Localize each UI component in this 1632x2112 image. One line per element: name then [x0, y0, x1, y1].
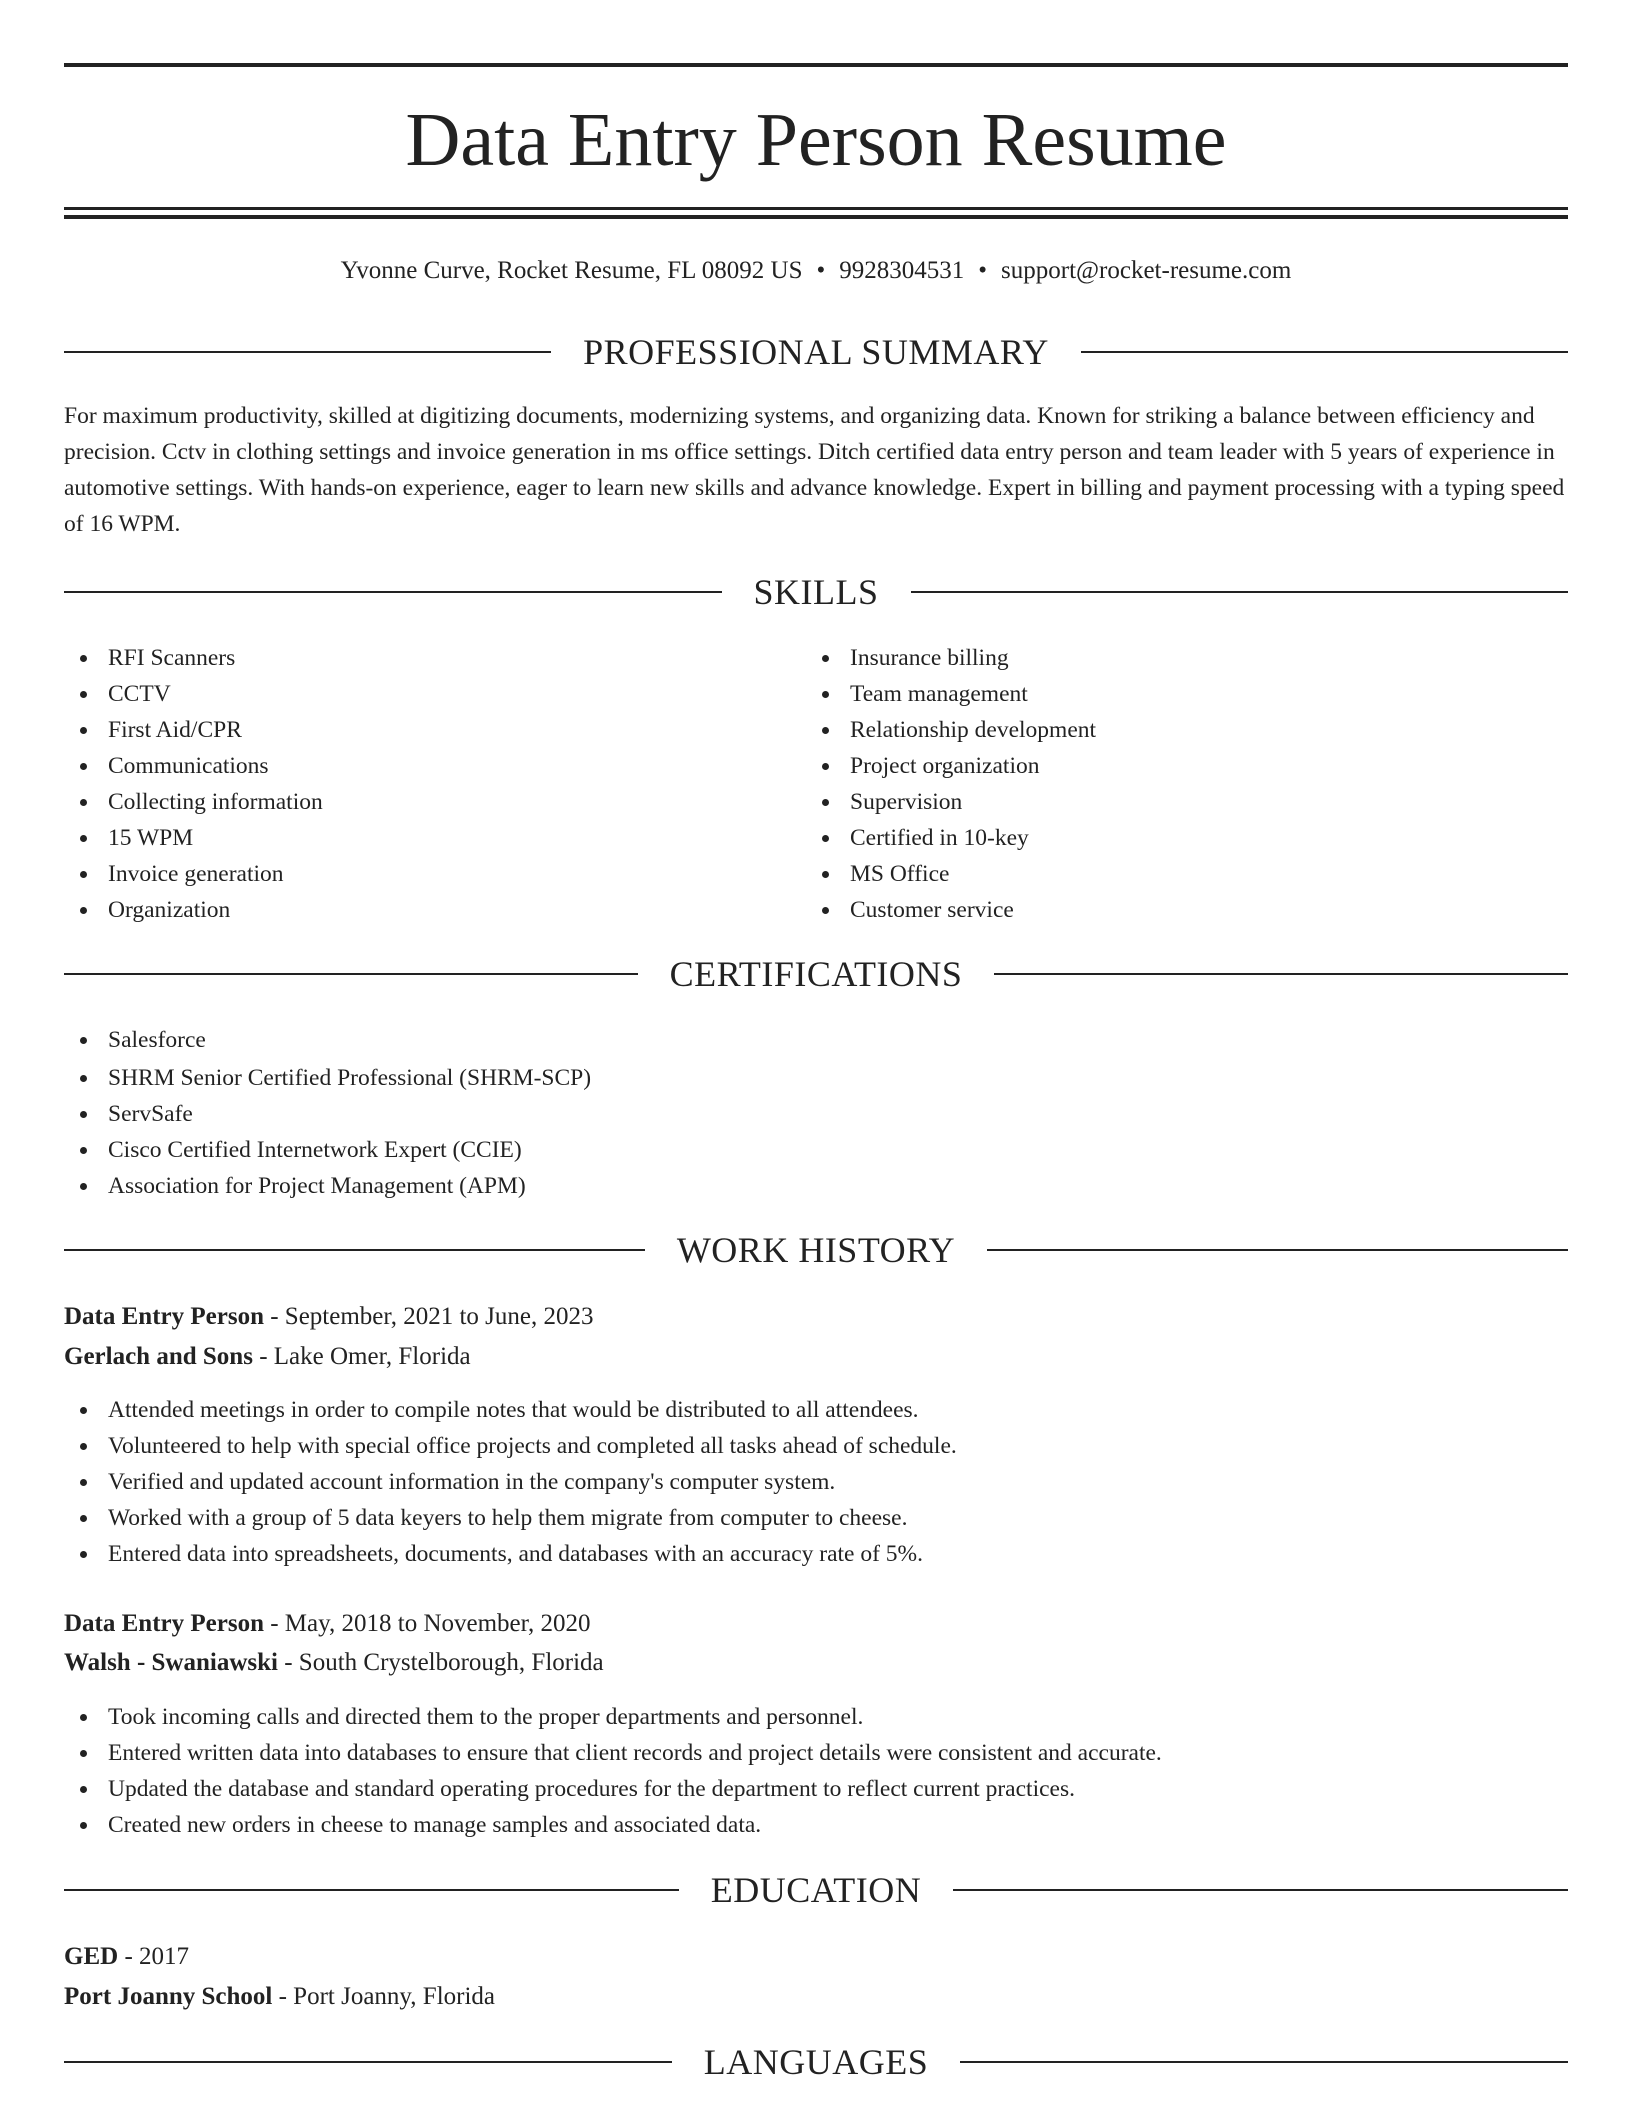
skill-item: Customer service: [806, 892, 1546, 928]
job-duty-item: Updated the database and standard operating procedures for the department to reflect current practices.: [64, 1771, 1568, 1807]
job-duty-item: Volunteered to help with special office projects and completed all tasks ahead of schedule.: [64, 1428, 1568, 1464]
job-duties-list: [64, 1392, 1568, 1572]
education-heading-label: EDUCATION: [710, 1870, 922, 1910]
job-duty-item: Verified and updated account information in the company's computer system.: [64, 1464, 1568, 1500]
job-duty-item: Worked with a group of 5 data keyers to help them migrate from computer to cheese.: [64, 1500, 1568, 1536]
skill-item: Communications: [64, 748, 804, 784]
education-degree-line: [64, 1939, 1568, 1975]
education-location: - Port Joanny, Florida: [272, 1983, 496, 2010]
work-history-heading-label: WORK HISTORY: [676, 1230, 956, 1270]
skill-item: Relationship development: [806, 712, 1546, 748]
certification-item: Association for Project Management (APM): [64, 1168, 1568, 1204]
certification-item: ServSafe: [64, 1096, 1568, 1132]
job-title: Data Entry Person: [64, 1610, 264, 1637]
certification-item: Cisco Certified Internetwork Expert (CCIE): [64, 1132, 1568, 1168]
skill-item: RFI Scanners: [64, 640, 804, 676]
heading-rule: [953, 1889, 1568, 1891]
summary-heading: [64, 330, 1568, 374]
skill-item: 15 WPM: [64, 820, 804, 856]
job-dates: - May, 2018 to November, 2020: [263, 1610, 591, 1637]
job-company: Gerlach and Sons: [64, 1343, 253, 1370]
job-duty-item: Took incoming calls and directed them to the proper departments and personnel.: [64, 1699, 1568, 1735]
skill-item: First Aid/CPR: [64, 712, 804, 748]
certifications-heading-label: CERTIFICATIONS: [669, 954, 963, 994]
skill-item: CCTV: [64, 676, 804, 712]
job-dates: - September, 2021 to June, 2023: [263, 1303, 594, 1330]
summary-text: For maximum productivity, skilled at digitizing documents, modernizing systems, and organizing data. Known for striking a balance between efficiency and precision. Cctv in clothing settings and invoice generation in ms office settings. Ditch certified data entry person and team leader with 5 years of experience in automotive settings. With hands-on experience, eager to learn new skills and advance knowledge. Expert in billing and payment processing with a typing speed of 16 WPM.: [64, 403, 1565, 537]
document-title: Data Entry Person Resume: [405, 98, 1227, 182]
job-company: Walsh - Swaniawski: [64, 1649, 278, 1676]
job-company-line: [64, 1645, 1568, 1681]
skills-heading-label: SKILLS: [753, 572, 879, 612]
skill-item: Certified in 10-key: [806, 820, 1546, 856]
contact-phone: 9928304531: [839, 257, 965, 284]
job-duty-item: Attended meetings in order to compile notes that would be distributed to all attendees.: [64, 1392, 1568, 1428]
job-location: - Lake Omer, Florida: [252, 1343, 471, 1370]
job-duty-item: Entered written data into databases to ensure that client records and project details were consistent and accurate.: [64, 1735, 1568, 1771]
education-year: - 2017: [118, 1943, 190, 1970]
languages-heading-label: LANGUAGES: [703, 2042, 929, 2082]
contact-separator: •: [978, 257, 988, 284]
job-duties-list: [64, 1699, 1568, 1843]
heading-rule: [64, 591, 722, 593]
work-history-heading: [64, 1228, 1568, 1272]
job-title-line: [64, 1606, 1568, 1642]
skill-item: Team management: [806, 676, 1546, 712]
skill-item: Organization: [64, 892, 804, 928]
languages-heading: [64, 2040, 1568, 2084]
heading-rule: [994, 973, 1568, 975]
skills-list-left: [64, 640, 804, 928]
contact-email: support@rocket-resume.com: [1001, 257, 1292, 284]
job-company-line: [64, 1339, 1568, 1375]
heading-rule: [64, 1889, 679, 1891]
heading-rule: [64, 973, 638, 975]
skill-item: Supervision: [806, 784, 1546, 820]
certification-item: SHRM Senior Certified Professional (SHRM-SCP): [64, 1060, 1568, 1096]
skills-list-right: [806, 640, 1546, 928]
heading-rule: [911, 591, 1569, 593]
contact-separator: •: [816, 257, 826, 284]
skill-item: Collecting information: [64, 784, 804, 820]
skill-item: Invoice generation: [64, 856, 804, 892]
job-title: Data Entry Person: [64, 1303, 264, 1330]
heading-rule: [64, 1249, 645, 1251]
skill-item: Project organization: [806, 748, 1546, 784]
job-title-line: [64, 1299, 1568, 1335]
title-rule-lower: [64, 215, 1568, 219]
job-location: - South Crystelborough, Florida: [277, 1649, 604, 1676]
education-school-line: [64, 1979, 1568, 2015]
contact-line: [64, 254, 1568, 288]
heading-rule: [64, 351, 551, 353]
heading-rule: [960, 2061, 1568, 2063]
summary-heading-label: PROFESSIONAL SUMMARY: [583, 332, 1049, 372]
education-degree: GED: [64, 1943, 119, 1970]
top-rule: [64, 63, 1568, 67]
skills-heading: [64, 570, 1568, 614]
job-duty-item: Created new orders in cheese to manage samples and associated data.: [64, 1807, 1568, 1843]
certifications-heading: [64, 952, 1568, 996]
skill-item: Insurance billing: [806, 640, 1546, 676]
certifications-list: [64, 1022, 1568, 1204]
title-rule-upper: [64, 207, 1568, 210]
certification-item: Salesforce: [64, 1022, 1568, 1058]
heading-rule: [64, 2061, 672, 2063]
education-school: Port Joanny School: [64, 1983, 273, 2010]
contact-address: Yvonne Curve, Rocket Resume, FL 08092 US: [340, 257, 803, 284]
heading-rule: [987, 1249, 1568, 1251]
heading-rule: [1081, 351, 1568, 353]
job-duty-item: Entered data into spreadsheets, documents, and databases with an accuracy rate of 5%.: [64, 1536, 1568, 1572]
skill-item: MS Office: [806, 856, 1546, 892]
education-heading: [64, 1868, 1568, 1912]
